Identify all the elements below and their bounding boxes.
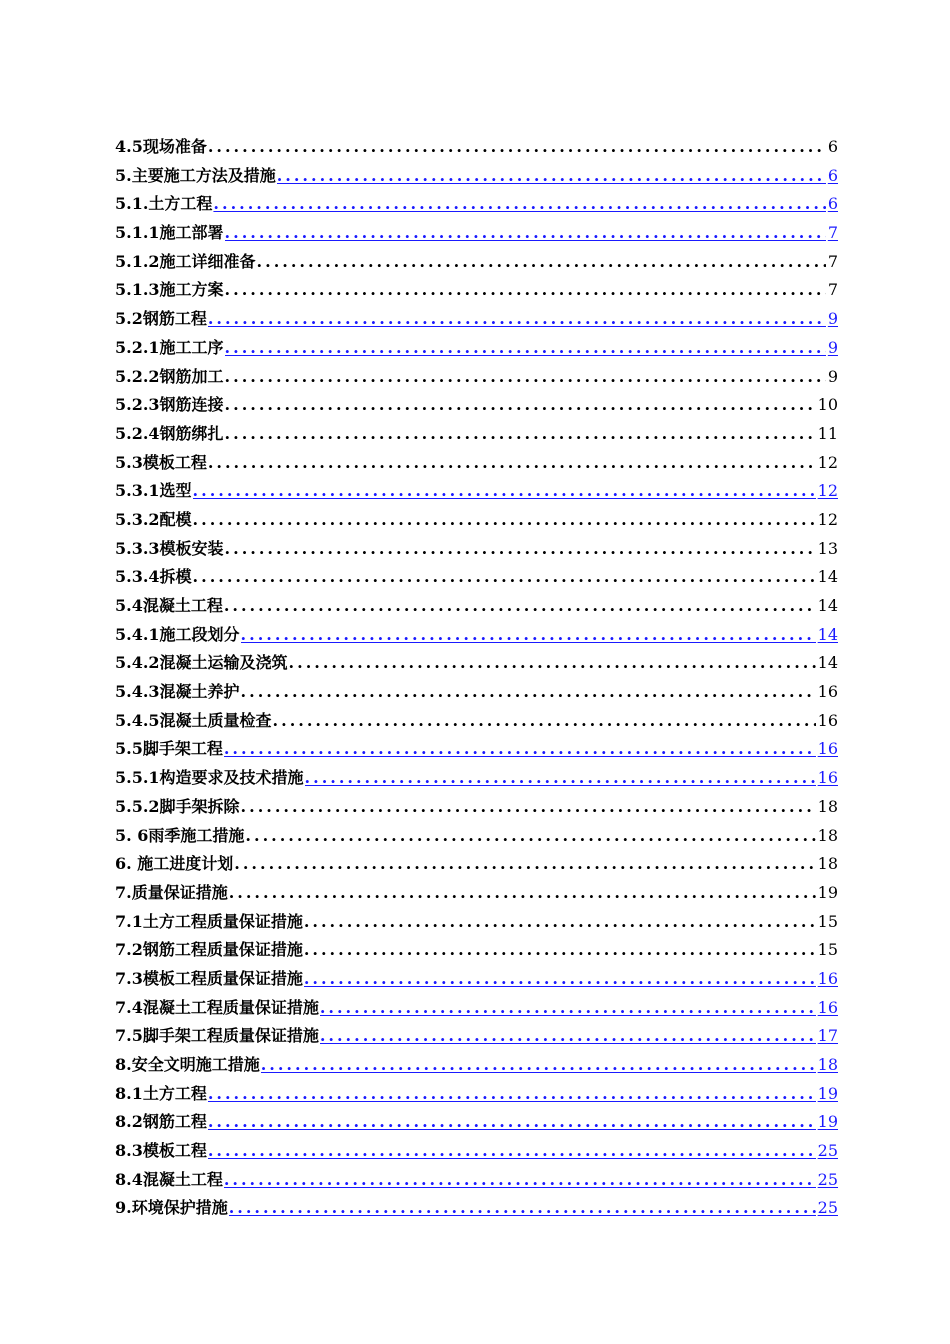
toc-entry-page-number: 12 [817, 452, 838, 472]
toc-entry[interactable] [115, 707, 838, 736]
toc-entry-label: 7.2钢筋工程质量保证措施 [115, 940, 303, 960]
toc-entry-label: 7.质量保证措施 [115, 882, 228, 902]
toc-dot-leader [304, 936, 816, 965]
toc-dot-leader [320, 994, 816, 1023]
toc-entry-label: 5.2.3钢筋连接 [115, 395, 224, 415]
toc-dot-leader [225, 391, 816, 420]
toc-entry-page-number: 12 [817, 509, 838, 529]
toc-entry[interactable] [115, 764, 838, 793]
toc-entry[interactable] [115, 936, 838, 965]
toc-dot-leader [208, 133, 826, 162]
toc-entry[interactable] [115, 678, 838, 707]
toc-entry[interactable] [115, 793, 838, 822]
toc-entry[interactable] [115, 276, 838, 305]
toc-entry-page-number: 15 [817, 911, 838, 931]
toc-entry-label: 7.4混凝土工程质量保证措施 [115, 997, 319, 1017]
toc-entry[interactable] [115, 420, 838, 449]
toc-entry-label: 8.4混凝土工程 [115, 1169, 223, 1189]
toc-entry[interactable] [115, 1137, 838, 1166]
toc-entry-label: 5.4.2混凝土运输及浇筑 [115, 653, 288, 673]
toc-entry-page-number: 6 [827, 194, 838, 214]
toc-dot-leader [305, 764, 816, 793]
toc-entry-page-number: 18 [817, 854, 838, 874]
toc-dot-leader [257, 248, 826, 277]
toc-dot-leader [224, 735, 816, 764]
toc-entry-page-number: 15 [817, 940, 838, 960]
toc-entry-label: 5.2.1施工工序 [115, 337, 224, 357]
toc-entry-label: 5. 6雨季施工措施 [115, 825, 245, 845]
toc-entry-page-number: 19 [817, 1083, 838, 1103]
toc-entry-page-number: 7 [827, 280, 838, 300]
toc-entry-page-number: 16 [817, 710, 838, 730]
toc-entry[interactable] [115, 305, 838, 334]
toc-entry-page-number: 16 [817, 739, 838, 759]
toc-dot-leader [208, 305, 826, 334]
toc-dot-leader [224, 592, 816, 621]
toc-entry-page-number: 19 [817, 882, 838, 902]
toc-entry-label: 5.4.5混凝土质量检查 [115, 710, 272, 730]
toc-entry[interactable] [115, 1051, 838, 1080]
toc-entry-page-number: 9 [827, 337, 838, 357]
toc-entry-label: 8.安全文明施工措施 [115, 1055, 260, 1074]
toc-entry[interactable] [115, 1080, 838, 1109]
toc-entry-label: 8.2钢筋工程 [115, 1112, 207, 1132]
toc-entry[interactable] [115, 965, 838, 994]
toc-entry[interactable] [115, 1194, 838, 1223]
toc-entry[interactable] [115, 133, 838, 162]
toc-entry-label: 5.4.3混凝土养护 [115, 682, 240, 702]
toc-entry[interactable] [115, 908, 838, 937]
toc-dot-leader [241, 621, 816, 650]
toc-entry[interactable] [115, 850, 838, 879]
toc-entry[interactable] [115, 879, 838, 908]
toc-entry[interactable] [115, 506, 838, 535]
toc-entry-label: 5.1.3施工方案 [115, 280, 224, 300]
toc-entry-label: 5.5.1构造要求及技术措施 [115, 768, 304, 788]
toc-entry-label: 5.1.1施工部署 [115, 223, 224, 243]
toc-dot-leader [225, 363, 826, 392]
toc-entry-label: 5.主要施工方法及措施 [115, 165, 276, 185]
toc-dot-leader [208, 1137, 816, 1166]
toc-entry-label: 5.1.2施工详细准备 [115, 251, 256, 271]
toc-dot-leader [289, 649, 816, 678]
toc-entry[interactable] [115, 190, 838, 219]
toc-entry-page-number: 18 [817, 1055, 838, 1074]
toc-entry-label: 8.3模板工程 [115, 1141, 207, 1161]
toc-entry[interactable] [115, 563, 838, 592]
toc-dot-leader [208, 449, 816, 478]
toc-entry[interactable] [115, 994, 838, 1023]
toc-entry[interactable] [115, 334, 838, 363]
toc-entry-page-number: 16 [817, 997, 838, 1017]
toc-dot-leader [225, 219, 826, 248]
toc-entry[interactable] [115, 621, 838, 650]
toc-dot-leader [245, 822, 815, 851]
toc-dot-leader [229, 879, 816, 908]
toc-entry[interactable] [115, 822, 838, 851]
toc-dot-leader [241, 793, 816, 822]
toc-entry-page-number: 9 [827, 366, 838, 386]
toc-entry[interactable] [115, 592, 838, 621]
toc-entry-page-number: 14 [817, 624, 838, 644]
toc-entry-page-number: 12 [817, 481, 838, 501]
toc-dot-leader [277, 162, 826, 191]
toc-entry-label: 5.3.4拆模 [115, 567, 192, 587]
toc-entry-label: 8.1土方工程 [115, 1083, 207, 1103]
toc-dot-leader [224, 1166, 816, 1195]
toc-dot-leader [320, 1022, 816, 1051]
toc-entry[interactable] [115, 535, 838, 564]
toc-entry-label: 5.3.1选型 [115, 481, 192, 501]
toc-entry-label: 6. 施工进度计划 [115, 854, 234, 874]
toc-entry[interactable] [115, 248, 838, 277]
toc-entry-page-number: 10 [817, 395, 838, 415]
toc-entry-page-number: 25 [817, 1198, 838, 1218]
toc-entry[interactable] [115, 1166, 838, 1195]
toc-entry-label: 5.4混凝土工程 [115, 596, 223, 615]
toc-dot-leader [241, 678, 816, 707]
toc-entry-page-number: 25 [817, 1141, 838, 1161]
toc-entry[interactable] [115, 363, 838, 392]
toc-entry-page-number: 9 [827, 309, 838, 329]
toc-entry-label: 5.3模板工程 [115, 452, 207, 472]
toc-entry-label: 5.2.2钢筋加工 [115, 366, 224, 386]
toc-dot-leader [304, 965, 816, 994]
toc-entry-page-number: 14 [817, 596, 838, 615]
toc-entry-label: 5.2钢筋工程 [115, 309, 207, 329]
toc-entry-label: 9.环境保护措施 [115, 1198, 228, 1218]
toc-entry-page-number: 18 [817, 796, 838, 816]
toc-dot-leader [225, 420, 816, 449]
toc-entry[interactable] [115, 219, 838, 248]
toc-dot-leader [225, 276, 826, 305]
toc-entry[interactable] [115, 1108, 838, 1137]
toc-entry-page-number: 16 [817, 768, 838, 788]
toc-dot-leader [208, 1080, 816, 1109]
toc-dot-leader [261, 1051, 816, 1080]
toc-entry-label: 5.5脚手架工程 [115, 739, 223, 759]
toc-entry-page-number: 17 [817, 1026, 838, 1046]
toc-dot-leader [208, 1108, 816, 1137]
toc-entry-label: 5.3.2配模 [115, 509, 192, 529]
toc-entry[interactable] [115, 735, 838, 764]
toc-entry-page-number: 14 [817, 653, 838, 673]
toc-entry[interactable] [115, 477, 838, 506]
toc-dot-leader [273, 707, 816, 736]
toc-entry-label: 5.5.2脚手架拆除 [115, 796, 240, 816]
toc-entry[interactable] [115, 1022, 838, 1051]
toc-entry-page-number: 18 [817, 825, 838, 845]
toc-entry-page-number: 7 [827, 251, 838, 271]
toc-dot-leader [229, 1194, 816, 1223]
toc-entry-label: 5.3.3模板安装 [115, 538, 224, 558]
toc-entry[interactable] [115, 449, 838, 478]
toc-dot-leader [213, 190, 825, 219]
toc-dot-leader [234, 850, 815, 879]
toc-entry-page-number: 6 [827, 165, 838, 185]
toc-dot-leader [193, 506, 816, 535]
toc-entry[interactable] [115, 649, 838, 678]
toc-entry-page-number: 19 [817, 1112, 838, 1132]
toc-entry[interactable] [115, 391, 838, 420]
toc-entry-page-number: 7 [827, 223, 838, 243]
toc-entry-label: 7.1土方工程质量保证措施 [115, 911, 303, 931]
toc-entry-page-number: 13 [817, 538, 838, 558]
toc-dot-leader [225, 334, 826, 363]
toc-entry-page-number: 6 [827, 137, 838, 156]
toc-entry-label: 7.5脚手架工程质量保证措施 [115, 1026, 319, 1046]
toc-entry-label: 5.1.土方工程 [115, 194, 213, 214]
toc-entry-page-number: 16 [817, 968, 838, 988]
toc-entry[interactable] [115, 162, 838, 191]
toc-entry-page-number: 14 [817, 567, 838, 587]
toc-entry-label: 4.5现场准备 [115, 137, 207, 156]
toc-entry-label: 7.3模板工程质量保证措施 [115, 968, 303, 988]
toc-entry-page-number: 11 [817, 423, 838, 443]
toc-dot-leader [193, 563, 816, 592]
table-of-contents [115, 133, 838, 1223]
toc-dot-leader [193, 477, 816, 506]
toc-dot-leader [304, 908, 816, 937]
toc-entry-label: 5.2.4钢筋绑扎 [115, 423, 224, 443]
toc-entry-page-number: 16 [817, 682, 838, 702]
toc-dot-leader [225, 535, 816, 564]
toc-entry-label: 5.4.1施工段划分 [115, 624, 240, 644]
toc-entry-page-number: 25 [817, 1169, 838, 1189]
